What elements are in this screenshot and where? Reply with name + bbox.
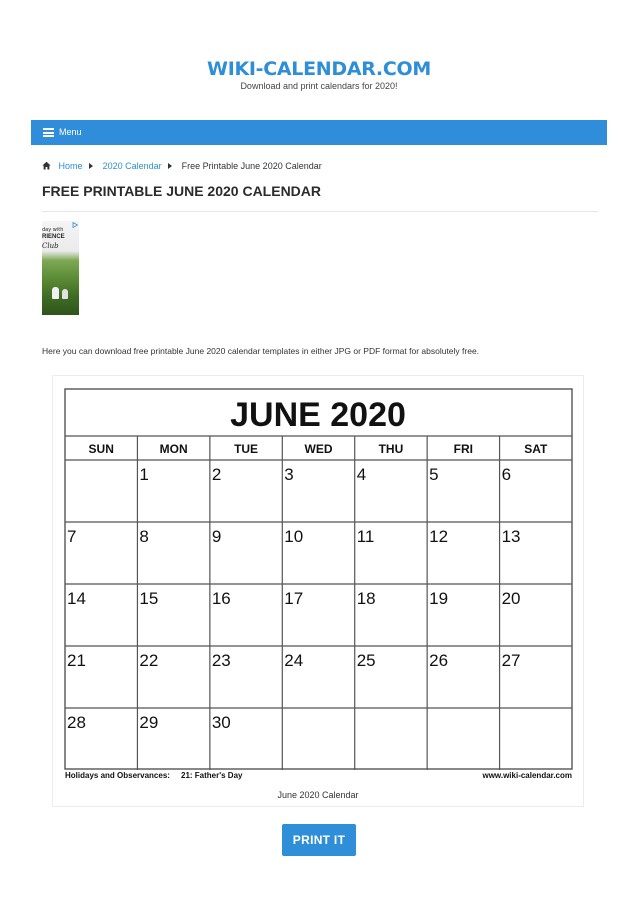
day-number: 10 [284,527,304,546]
day-number: 18 [356,589,376,608]
day-number: 4 [356,465,367,484]
day-number: 11 [356,527,375,546]
title-divider [42,211,598,212]
day-number: 29 [139,713,159,732]
day-number: 16 [211,589,231,608]
ad-text-line: day with [42,227,64,233]
weekday-label: MON [159,442,188,456]
breadcrumb [42,160,322,172]
weekday-label: SUN [88,442,114,456]
day-number: 1 [139,465,149,484]
calendar-footer-text: 21: Father's Day [181,771,243,780]
ad-text-line: RIENCE [42,234,65,240]
day-number: 15 [139,589,159,608]
weekday-label: TUE [234,442,259,456]
calendar-footer-site: www.wiki-calendar.com [482,771,572,780]
intro-text: Here you can download free printable June 2020 calendar templates in either JPG or PDF format for absolutely free. [42,346,480,356]
day-number: 14 [67,589,86,608]
day-number: 8 [139,527,149,546]
day-number: 20 [501,589,521,608]
calendar-figure [52,375,584,807]
day-number: 19 [429,589,449,608]
weekday-label: THU [378,442,404,456]
ad-person-figure [62,289,68,299]
day-number: 9 [211,527,222,546]
weekday-label: WED [304,442,333,456]
ad-text-line: Club [42,242,59,250]
site-tagline: Download and print calendars for 2020! [240,81,398,91]
breadcrumb-home-link[interactable]: Home [58,160,83,171]
calendar-footer-label: Holidays and Observances: [65,771,170,780]
calendar-caption: June 2020 Calendar [277,790,359,800]
day-number: 7 [67,527,77,546]
site-title[interactable]: WIKI-CALENDAR.COM [207,58,431,80]
menu-bar[interactable] [31,120,607,145]
day-number: 5 [429,465,439,484]
menu-label[interactable]: Menu [59,127,82,137]
breadcrumb-separator-icon [89,163,93,169]
day-number: 3 [284,465,294,484]
breadcrumb-category-link[interactable]: 2020 Calendar [102,160,162,171]
print-button[interactable]: PRINT IT [282,824,356,856]
page-title: FREE PRINTABLE JUNE 2020 CALENDAR [42,183,322,199]
ad-person-figure [52,287,59,299]
day-number: 17 [284,589,304,608]
day-number: 2 [211,465,222,484]
ad-choices-icon[interactable] [72,222,78,228]
weekday-label: SAT [524,442,548,456]
day-number: 27 [501,651,521,670]
calendar-month-title: JUNE 2020 [230,396,406,434]
day-number: 28 [67,713,86,732]
day-number: 6 [501,465,512,484]
day-number: 12 [429,527,449,546]
day-number: 13 [501,527,521,546]
day-number: 26 [429,651,449,670]
day-number: 23 [211,651,231,670]
advertisement[interactable] [42,221,79,315]
weekday-label: FRI [453,442,474,456]
day-number: 24 [284,651,304,670]
day-number: 21 [67,651,86,670]
breadcrumb-current: Free Printable June 2020 Calendar [181,160,322,171]
breadcrumb-separator-icon [168,163,172,169]
hamburger-icon[interactable] [43,128,54,137]
calendar-image[interactable] [62,385,574,783]
day-number: 30 [211,713,231,732]
day-number: 25 [356,651,376,670]
home-icon[interactable] [42,161,51,170]
day-number: 22 [139,651,159,670]
